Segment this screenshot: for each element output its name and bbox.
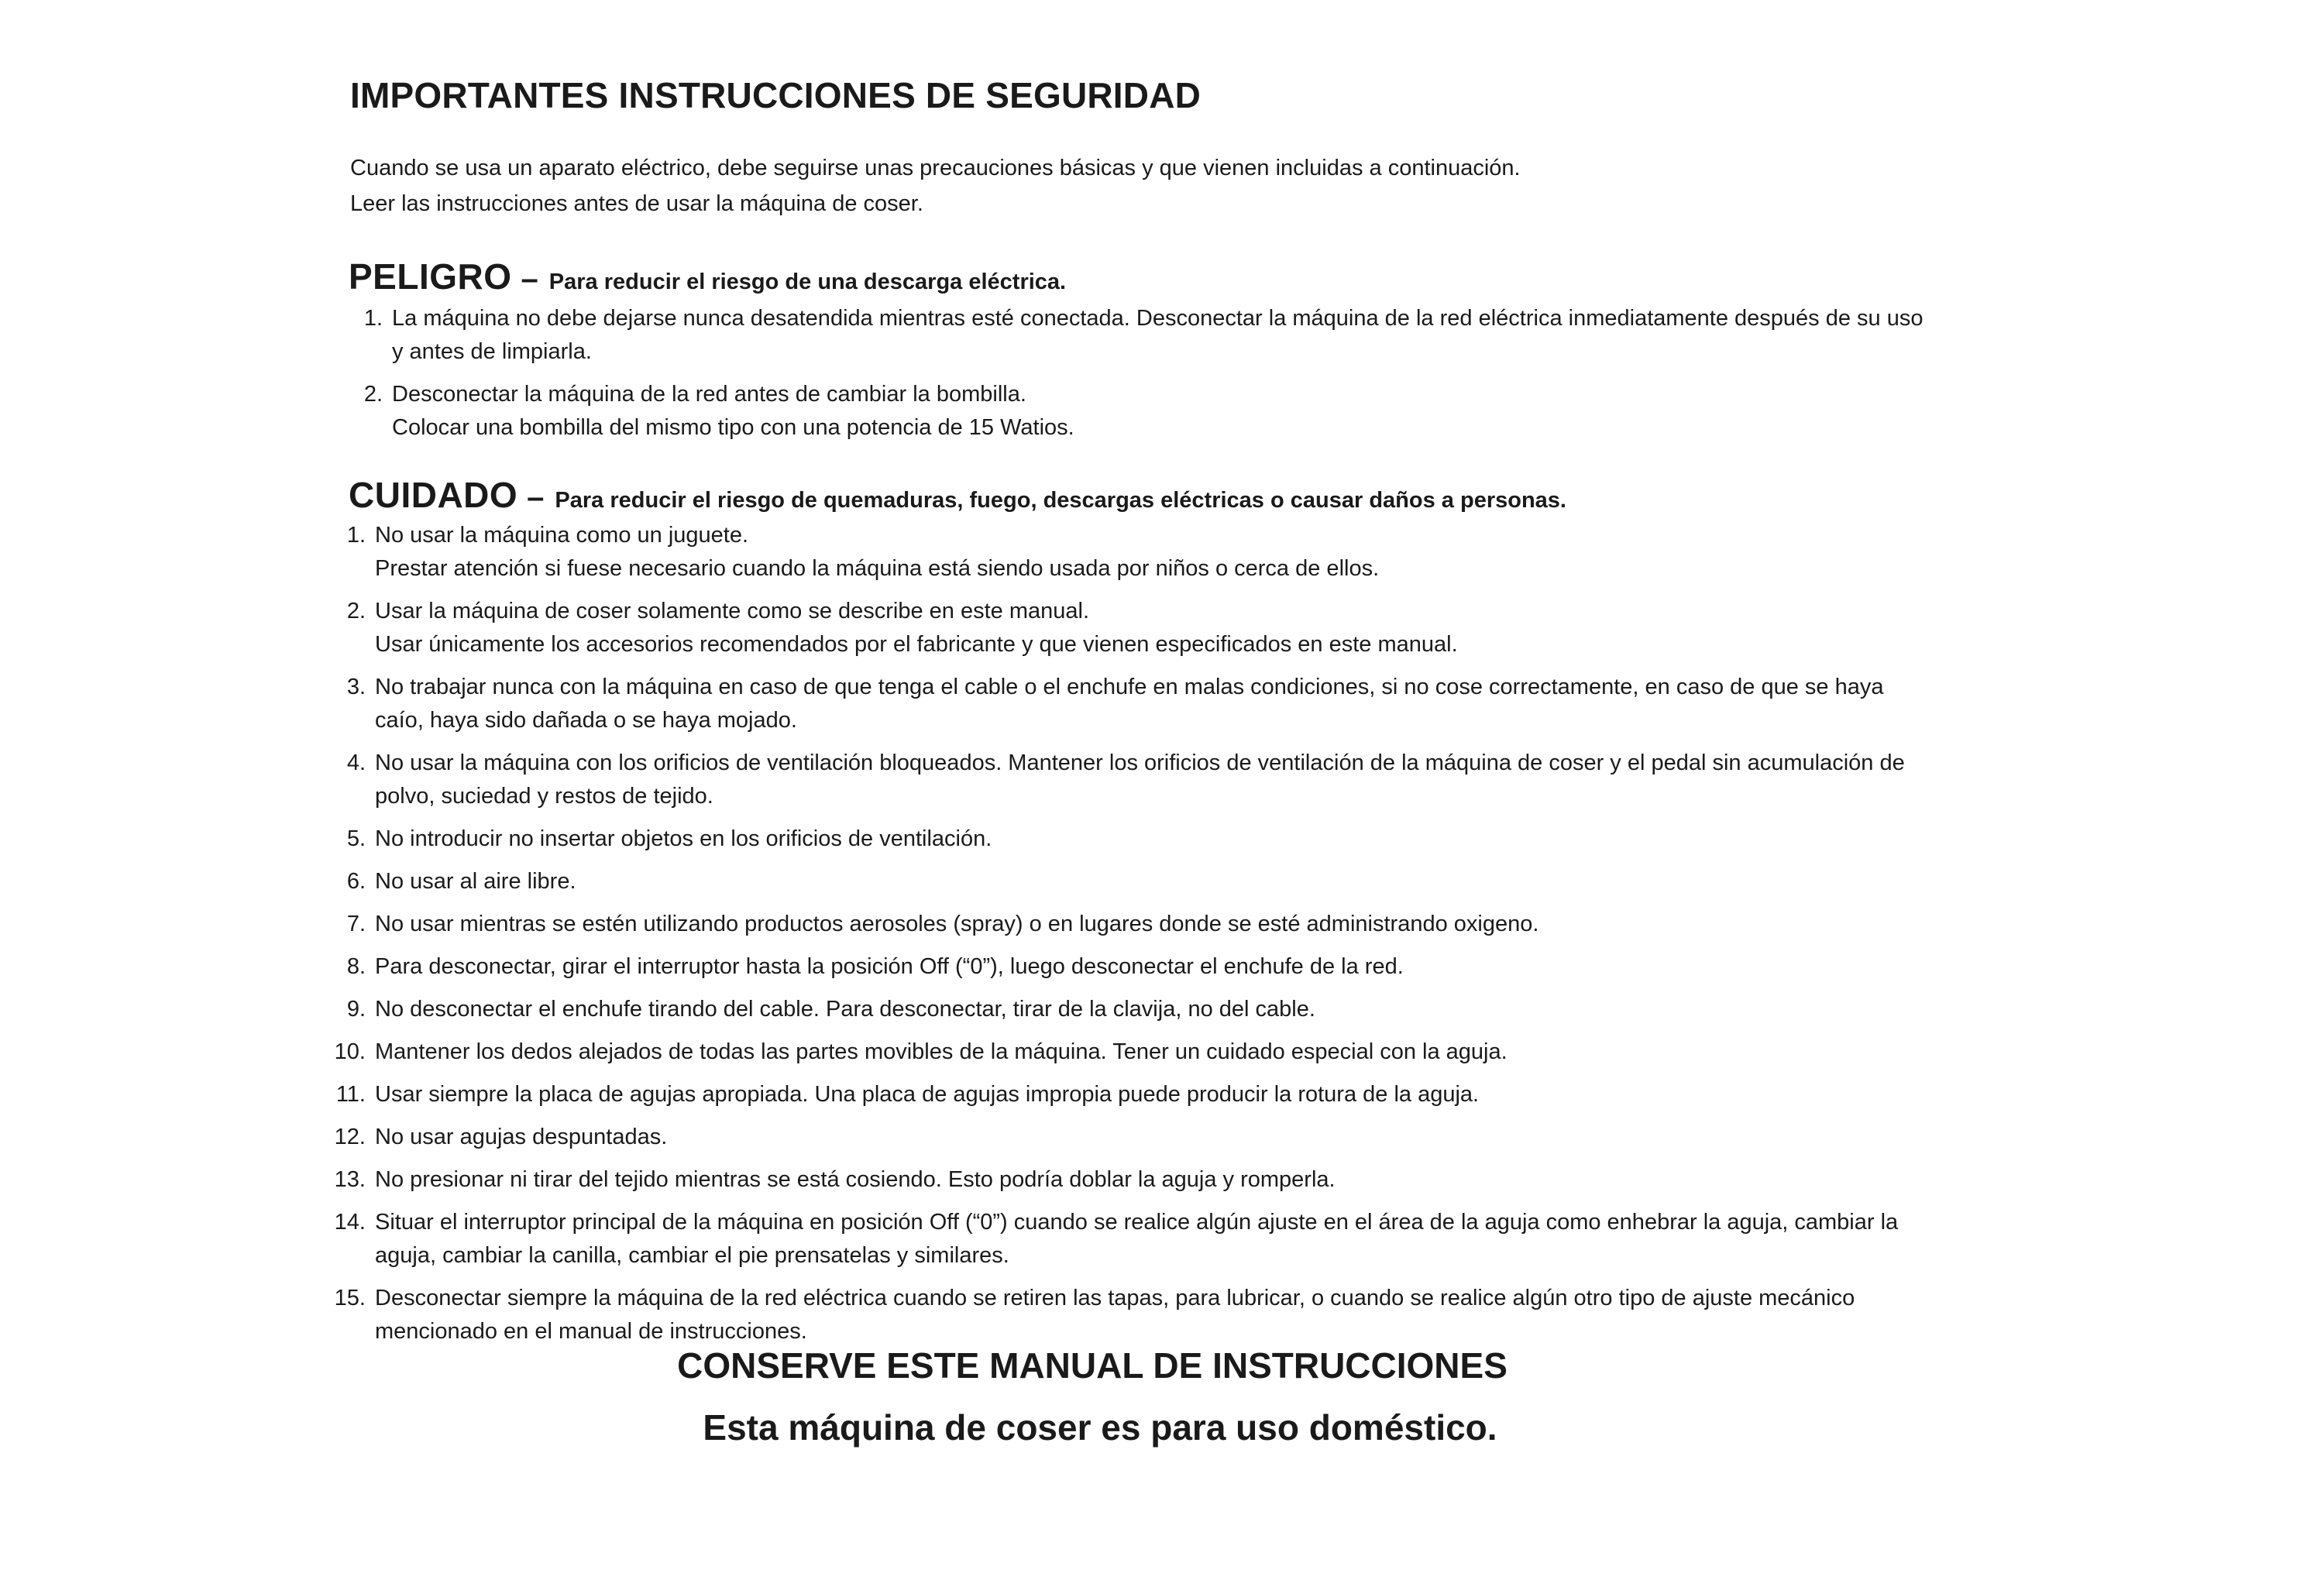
cuidado-list-item (333, 908, 1929, 941)
list-item-text (375, 671, 1929, 737)
list-item-line: Para desconectar, girar el interruptor hasta la posición Off (“0”), luego desconectar el enchufe de la red. (375, 954, 1404, 979)
list-item-number: 13. (334, 1167, 366, 1192)
cuidado-list-item (333, 671, 1929, 737)
list-item-line: Usar únicamente los accesorios recomendados por el fabricante y que vienen especificados en este manual. (375, 632, 1458, 657)
intro-line: Leer las instrucciones antes de usar la máquina de coser. (350, 191, 923, 216)
list-item-number: 9. (346, 997, 366, 1022)
list-item-number: 4. (346, 750, 366, 775)
list-item-line: Usar siempre la placa de agujas apropiada. Una placa de agujas impropia puede producir la rotura de la aguja. (375, 1082, 1480, 1107)
cuidado-list-item (333, 519, 1929, 586)
cuidado-dash: – (527, 480, 545, 514)
list-item-number: 2. (346, 599, 366, 623)
list-item-text (375, 993, 1929, 1026)
list-item-line: No presionar ni tirar del tejido mientras se está cosiendo. Esto podría doblar la aguja y romperla. (375, 1167, 1336, 1192)
list-item-line: Usar la máquina de coser solamente como se describe en este manual. (375, 599, 1090, 623)
list-item-line: No usar mientras se estén utilizando productos aerosoles (spray) o en lugares donde se esté administrando oxigeno. (375, 912, 1539, 936)
cuidado-list-item (333, 823, 1929, 856)
cuidado-list-item (333, 595, 1929, 661)
list-item-number: 12. (334, 1125, 366, 1149)
list-item-text (375, 950, 1929, 984)
list-item-line: No usar agujas despuntadas. (375, 1125, 668, 1149)
list-item-number: 11. (335, 1082, 366, 1107)
peligro-list (353, 302, 1934, 454)
peligro-lead: Para reducir el riesgo de una descarga eléctrica. (548, 270, 1067, 294)
cuidado-list-item (333, 1163, 1929, 1197)
list-item-text (375, 1163, 1929, 1197)
list-item-number: 3. (346, 675, 366, 699)
list-item-line: No usar la máquina con los orificios de ventilación bloqueados. Mantener los orificios de ventilación de la máquina de coser y el pedal sin acumulación de polvo, suciedad y restos de tejido. (375, 750, 1905, 809)
intro-line: Cuando se usa un aparato eléctrico, debe seguirse unas precauciones básicas y que vienen incluidas a continuación. (350, 156, 1521, 180)
cuidado-list-item (333, 1121, 1929, 1154)
list-item-text (375, 1036, 1929, 1069)
conserve-manual-notice: CONSERVE ESTE MANUAL DE INSTRUCCIONES (677, 1345, 1508, 1386)
list-item-number: 6. (346, 869, 366, 894)
list-item-line: No usar al aire libre. (375, 869, 576, 894)
cuidado-lead: Para reducir el riesgo de quemaduras, fuego, descargas eléctricas o causar daños a personas. (555, 488, 1566, 513)
cuidado-list-item (333, 865, 1929, 898)
list-item-text (375, 865, 1929, 898)
list-item-line: No trabajar nunca con la máquina en caso de que tenga el cable o el enchufe en malas condiciones, si no cose correctamente, en caso de que se haya caío, haya sido dañada o se haya mojado. (375, 675, 1884, 733)
list-item-text (375, 1282, 1929, 1348)
list-item-line: Desconectar la máquina de la red antes de cambiar la bombilla. (392, 382, 1026, 407)
list-item-line: Colocar una bombilla del mismo tipo con una potencia de 15 Watios. (392, 415, 1074, 440)
peligro-list-item (353, 378, 1934, 445)
cuidado-list-item (333, 950, 1929, 984)
intro-paragraph (350, 150, 2054, 222)
peligro-list-item (353, 302, 1934, 369)
list-item-line: Mantener los dedos alejados de todas las partes movibles de la máquina. Tener un cuidado especial con la aguja. (375, 1039, 1508, 1064)
list-item-line: Prestar atención si fuese necesario cuando la máquina está siendo usada por niños o cerca de ellos. (375, 556, 1380, 581)
list-item-text (375, 595, 1929, 661)
list-item-line: No desconectar el enchufe tirando del cable. Para desconectar, tirar de la clavija, no del cable. (375, 997, 1315, 1022)
list-item-text (375, 1206, 1929, 1273)
list-item-number: 15. (334, 1286, 366, 1310)
list-item-number: 2. (363, 382, 383, 407)
cuidado-list-item (333, 1078, 1929, 1111)
peligro-heading (349, 256, 1066, 297)
list-item-number: 14. (334, 1210, 366, 1235)
cuidado-list-item (333, 1036, 1929, 1069)
list-item-text (392, 378, 1934, 445)
list-item-text (375, 1121, 1929, 1154)
domestic-use-notice: Esta máquina de coser es para uso doméstico. (703, 1407, 1497, 1448)
peligro-dash: – (521, 262, 538, 296)
list-item-number: 5. (346, 826, 366, 851)
list-item-number: 8. (346, 954, 366, 979)
list-item-line: La máquina no debe dejarse nunca desatendida mientras esté conectada. Desconectar la máquina de la red eléctrica inmediatamente después de su uso y antes de limpiarla. (392, 306, 1923, 364)
cuidado-list-item (333, 993, 1929, 1026)
list-item-number: 1. (346, 523, 366, 548)
list-item-line: No usar la máquina como un juguete. (375, 523, 749, 548)
list-item-text (375, 908, 1929, 941)
list-item-line: No introducir no insertar objetos en los orificios de ventilación. (375, 826, 992, 851)
cuidado-list-item (333, 1206, 1929, 1273)
list-item-text (375, 823, 1929, 856)
cuidado-heading (349, 474, 1566, 516)
peligro-keyword: PELIGRO (349, 256, 512, 297)
list-item-number: 1. (363, 306, 383, 331)
list-item-line: Situar el interruptor principal de la máquina en posición Off (“0”) cuando se realice algún ajuste en el área de la aguja como enhebrar la aguja, cambiar la aguja, cambiar la canilla, cambiar el pie prensatelas y similares. (375, 1210, 1899, 1268)
list-item-text (375, 1078, 1929, 1111)
list-item-text (375, 519, 1929, 586)
cuidado-list (333, 519, 1929, 1358)
list-item-text (375, 747, 1929, 813)
cuidado-list-item (333, 1282, 1929, 1348)
list-item-number: 7. (346, 912, 366, 936)
list-item-number: 10. (334, 1039, 366, 1064)
list-item-line: Desconectar siempre la máquina de la red eléctrica cuando se retiren las tapas, para lubricar, o cuando se realice algún otro tipo de ajuste mecánico mencionado en el manual de instrucciones. (375, 1286, 1855, 1344)
cuidado-keyword: CUIDADO (349, 475, 518, 515)
page-title: IMPORTANTES INSTRUCCIONES DE SEGURIDAD (350, 75, 1202, 115)
cuidado-list-item (333, 747, 1929, 813)
list-item-text (392, 302, 1934, 369)
